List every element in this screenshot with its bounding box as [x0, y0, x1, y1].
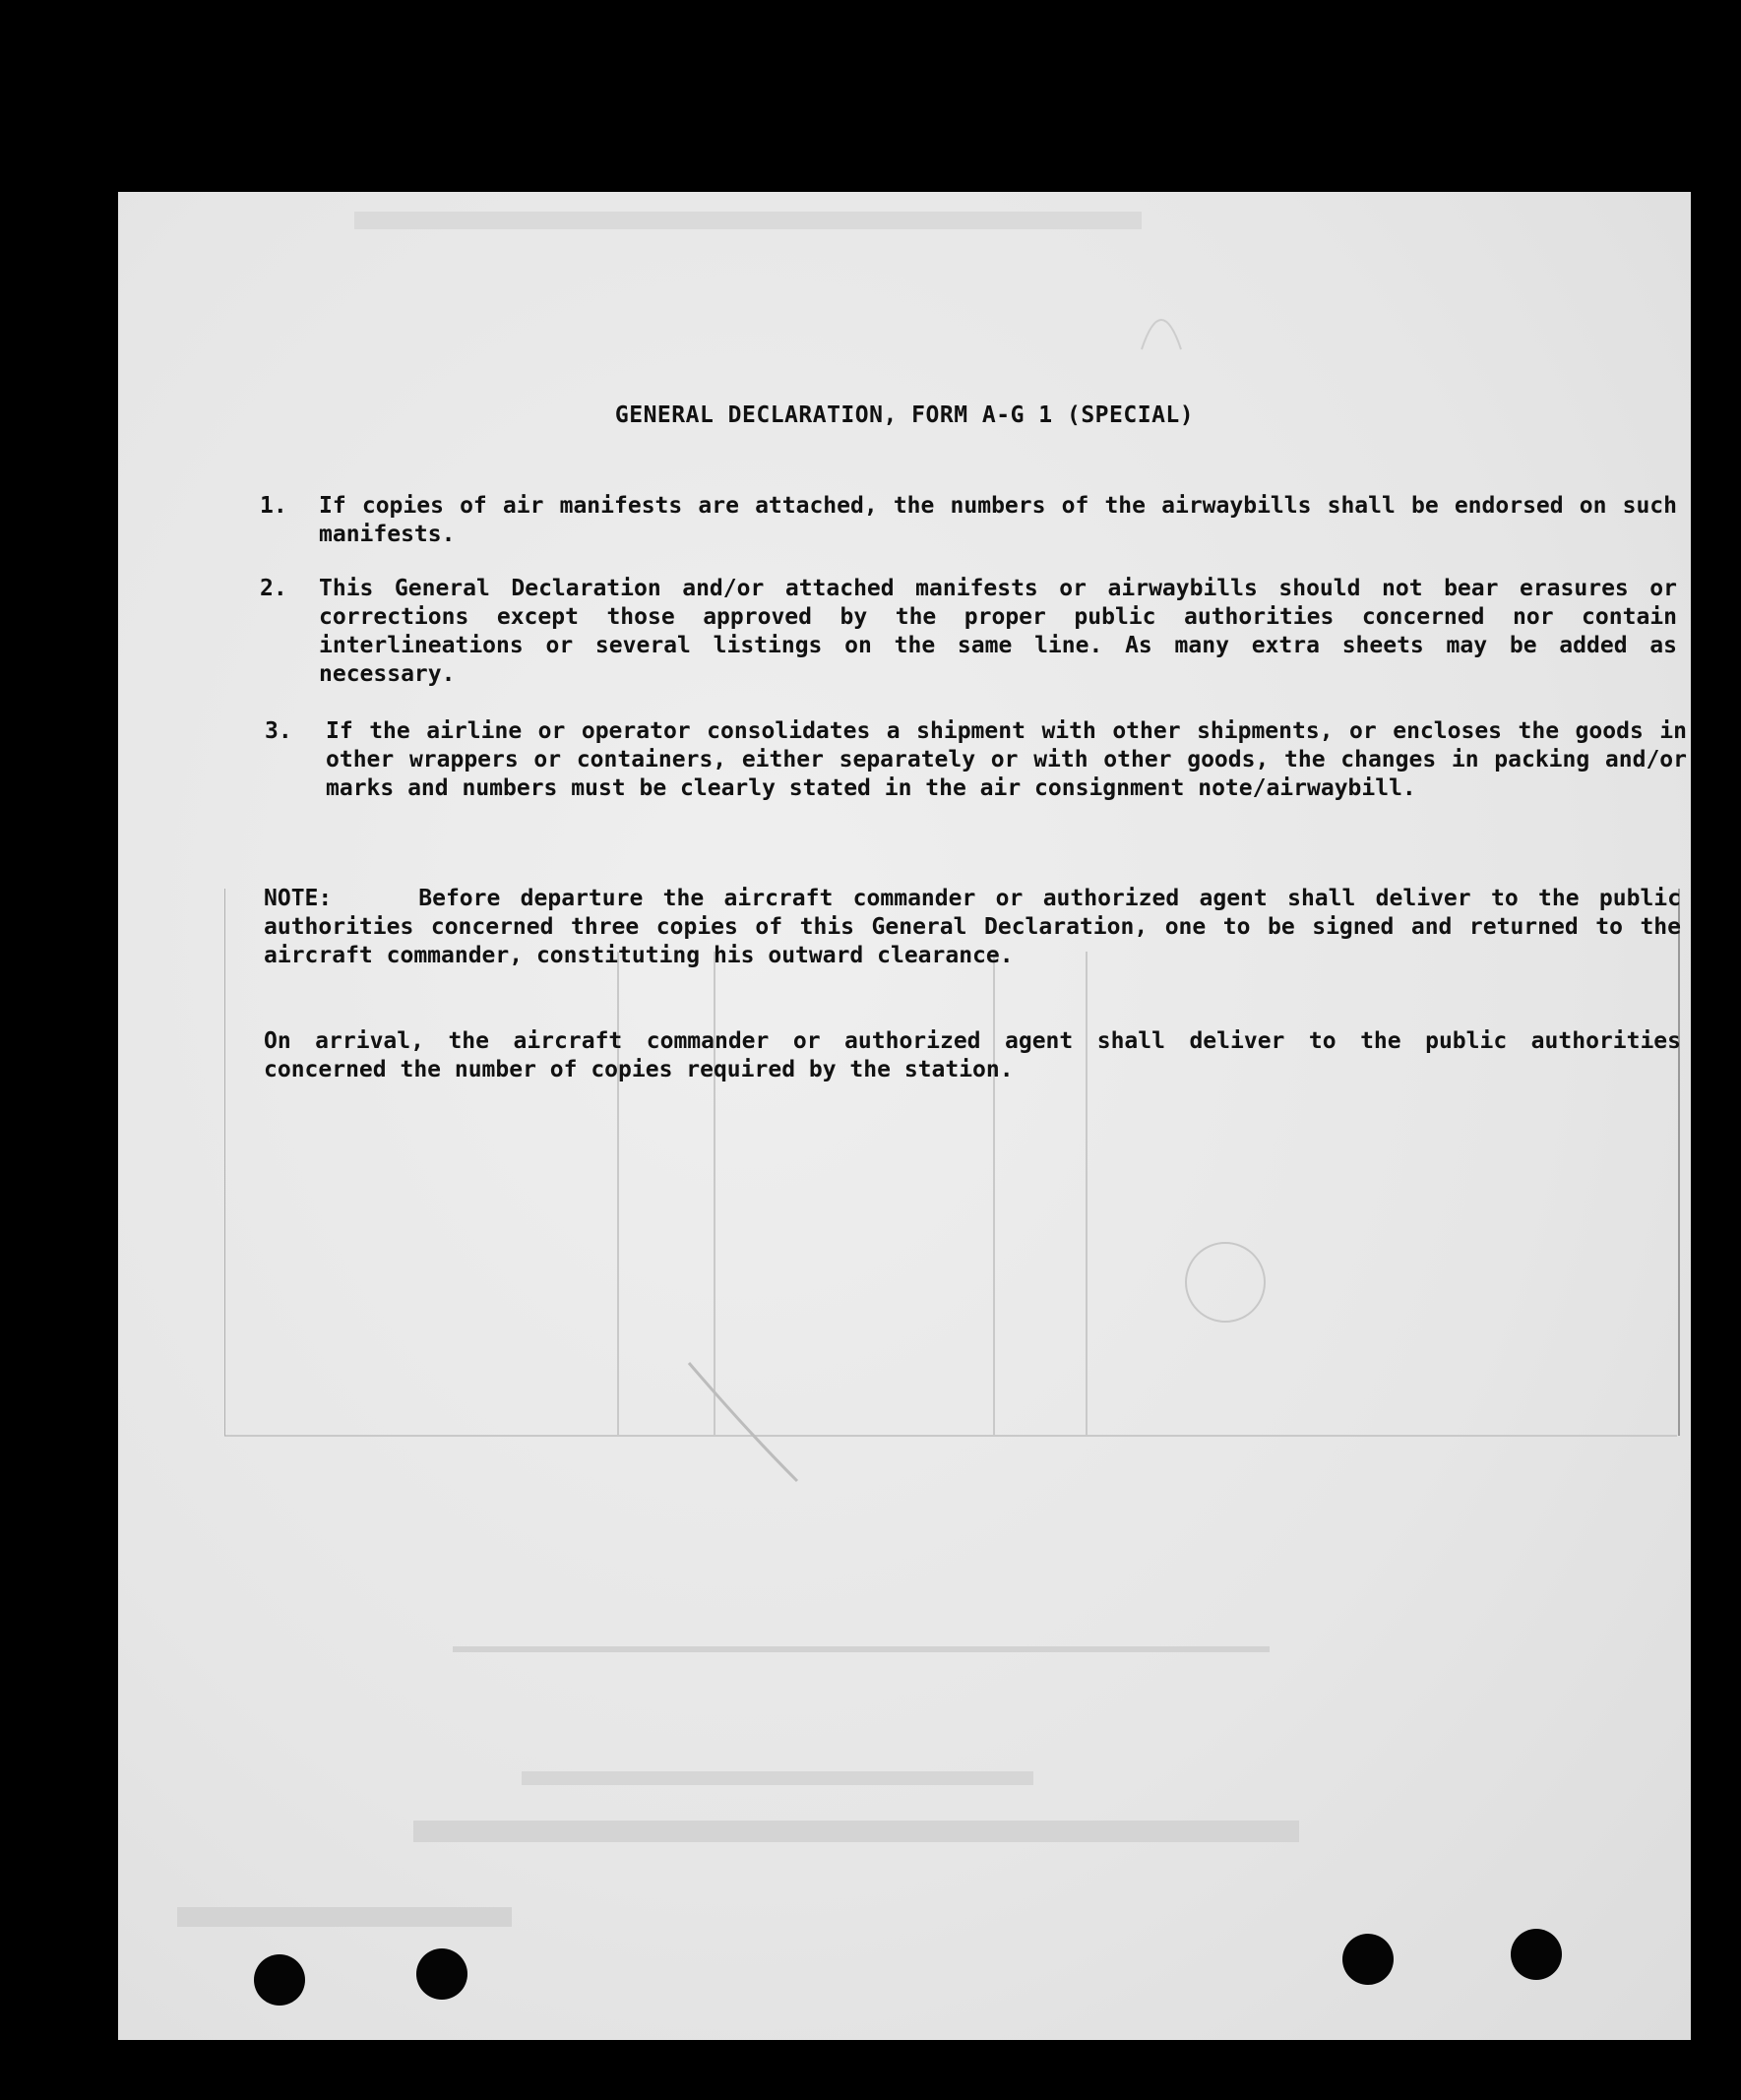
- item-text: This General Declaration and/or attached manifests or airwaybills should not bear erasures or corrections except those approved by the proper public authorities concerned nor contain interlineations or several listings on the same line. As many extra sheets may be added as necessary.: [319, 576, 1677, 687]
- form-title: GENERAL DECLARATION, FORM A-G 1 (SPECIAL): [614, 402, 1195, 428]
- punch-hole: [1511, 1929, 1562, 1980]
- instruction-item-3: [265, 717, 1687, 835]
- note-text-1: Before departure the aircraft commander or authorized agent shall deliver to the public authorities concerned three copies of this General Declaration, one to be signed and returned to the aircraft commander, constituting his outward clearance.: [264, 886, 1681, 968]
- note-label: NOTE:: [264, 886, 333, 911]
- instruction-item-2: [260, 575, 1677, 693]
- punch-hole: [1342, 1934, 1394, 1985]
- instruction-item-1: [260, 492, 1677, 551]
- note-paragraph-2: On arrival, the aircraft commander or authorized agent shall deliver to the public authorities concerned the number of copies required by the station.: [264, 1028, 1681, 1082]
- item-number: 1.: [260, 493, 287, 519]
- punch-hole: [416, 1948, 467, 2000]
- item-number: 2.: [260, 576, 287, 601]
- document-page: [118, 192, 1691, 2040]
- item-number: 3.: [265, 718, 292, 744]
- punch-hole: [254, 1954, 305, 2006]
- note-paragraph-1: [264, 885, 1681, 970]
- note-box: [224, 889, 1680, 1436]
- item-text: If the airline or operator consolidates a shipment with other shipments, or encloses the goods in other wrappers or containers, either separately or with other goods, the changes in packing and/or marks and numbers must be clearly stated in the air consignment note/airwaybill.: [326, 718, 1687, 801]
- item-text: If copies of air manifests are attached, the numbers of the airwaybills shall be endorsed on such manifests.: [319, 493, 1677, 547]
